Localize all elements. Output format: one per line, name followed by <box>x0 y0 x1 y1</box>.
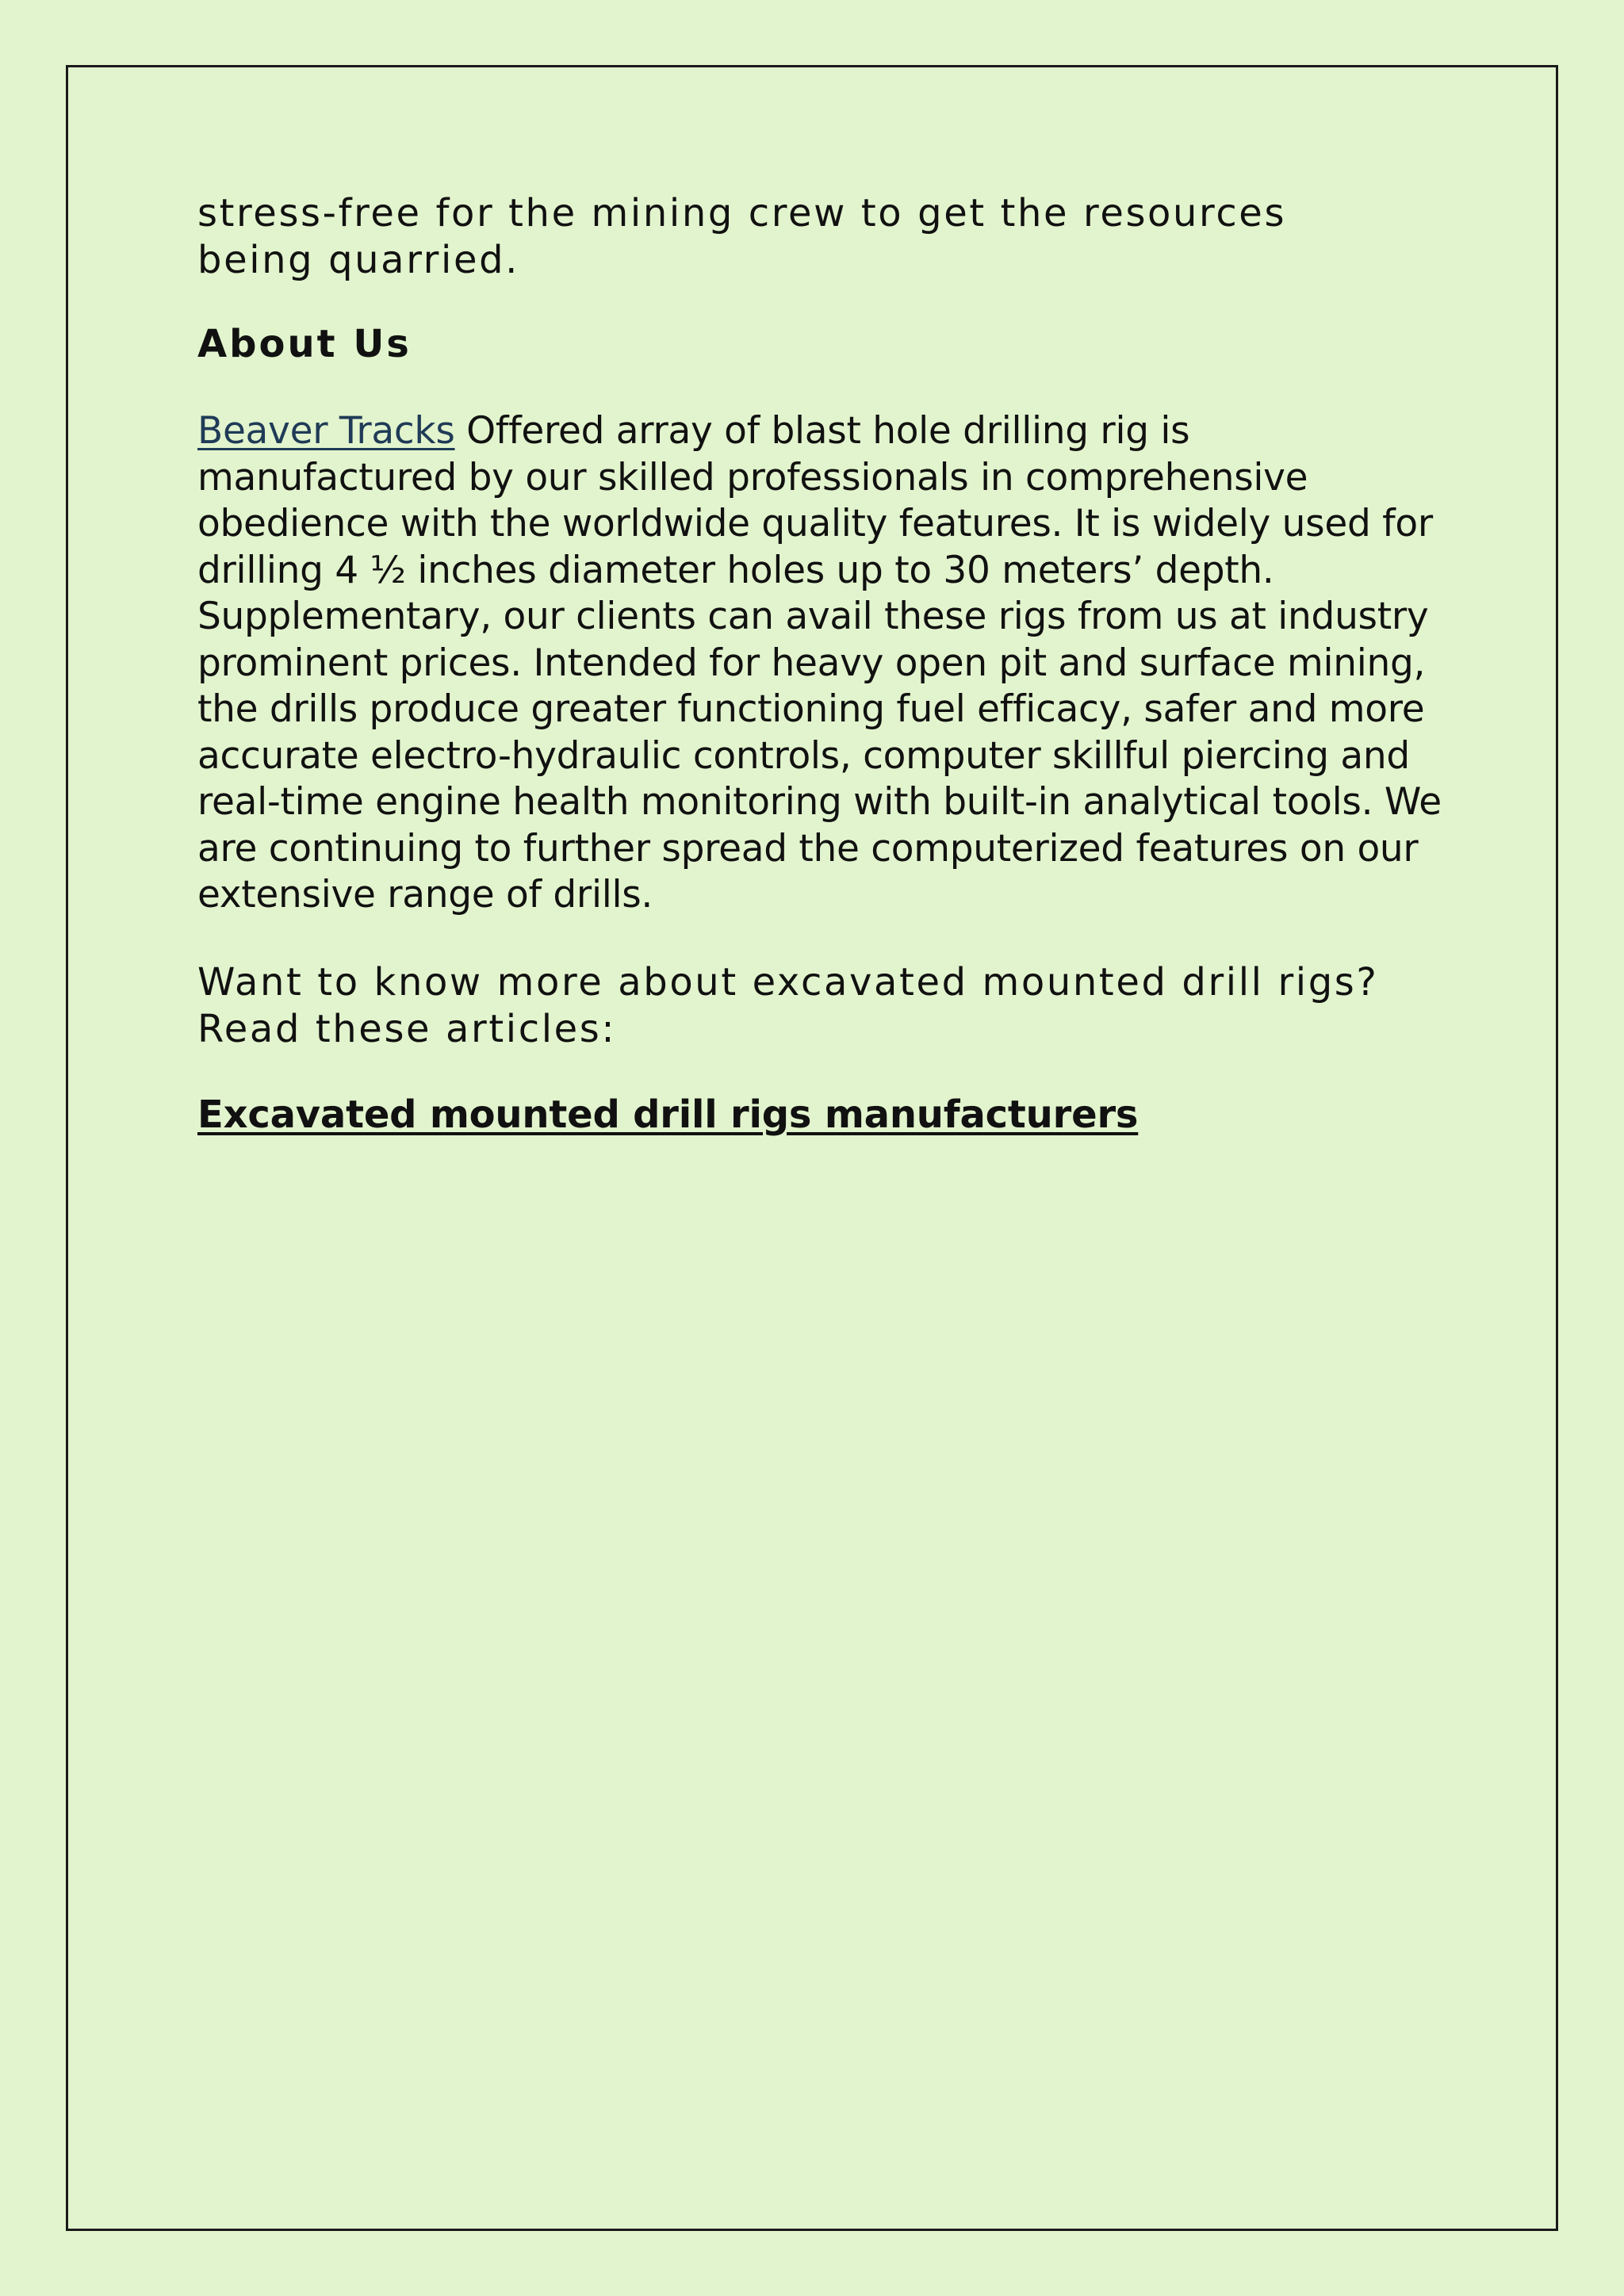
about-us-paragraph <box>197 408 1450 919</box>
intro-paragraph <box>197 190 1450 284</box>
document-content <box>197 190 1450 1138</box>
more-info-paragraph <box>197 959 1450 1053</box>
intro-line-1: stress-free for the mining crew to get the resources <box>197 191 1287 235</box>
about-us-heading: About Us <box>197 322 412 366</box>
more-info-line-1: Want to know more about excavated mounted drill rigs? <box>197 959 1379 1004</box>
article-link-excavated-mounted-drill-rigs[interactable]: Excavated mounted drill rigs manufacturers <box>197 1092 1139 1137</box>
beaver-tracks-link[interactable]: Beaver Tracks <box>197 409 455 453</box>
more-info-line-2: Read these articles: <box>197 1006 617 1051</box>
about-us-body-text: Offered array of blast hole drilling rig is manufactured by our skilled professionals in comprehensive obedience with the worldwide quality features. It is widely used for drilling 4 ½ inches diameter holes up to 30 meters’ depth. Supplementary, our clients can avail these rigs from us at industry prominent prices. Intended for heavy open pit and surface mining, the drills produce greater functioning fuel efficacy, safer and more accurate electro-hydraulic controls, computer skillful piercing and real-time engine health monitoring with built-in analytical tools. We are continuing to further spread the computerized features on our extensive range of drills. <box>197 409 1442 916</box>
intro-line-2: being quarried. <box>197 238 520 282</box>
